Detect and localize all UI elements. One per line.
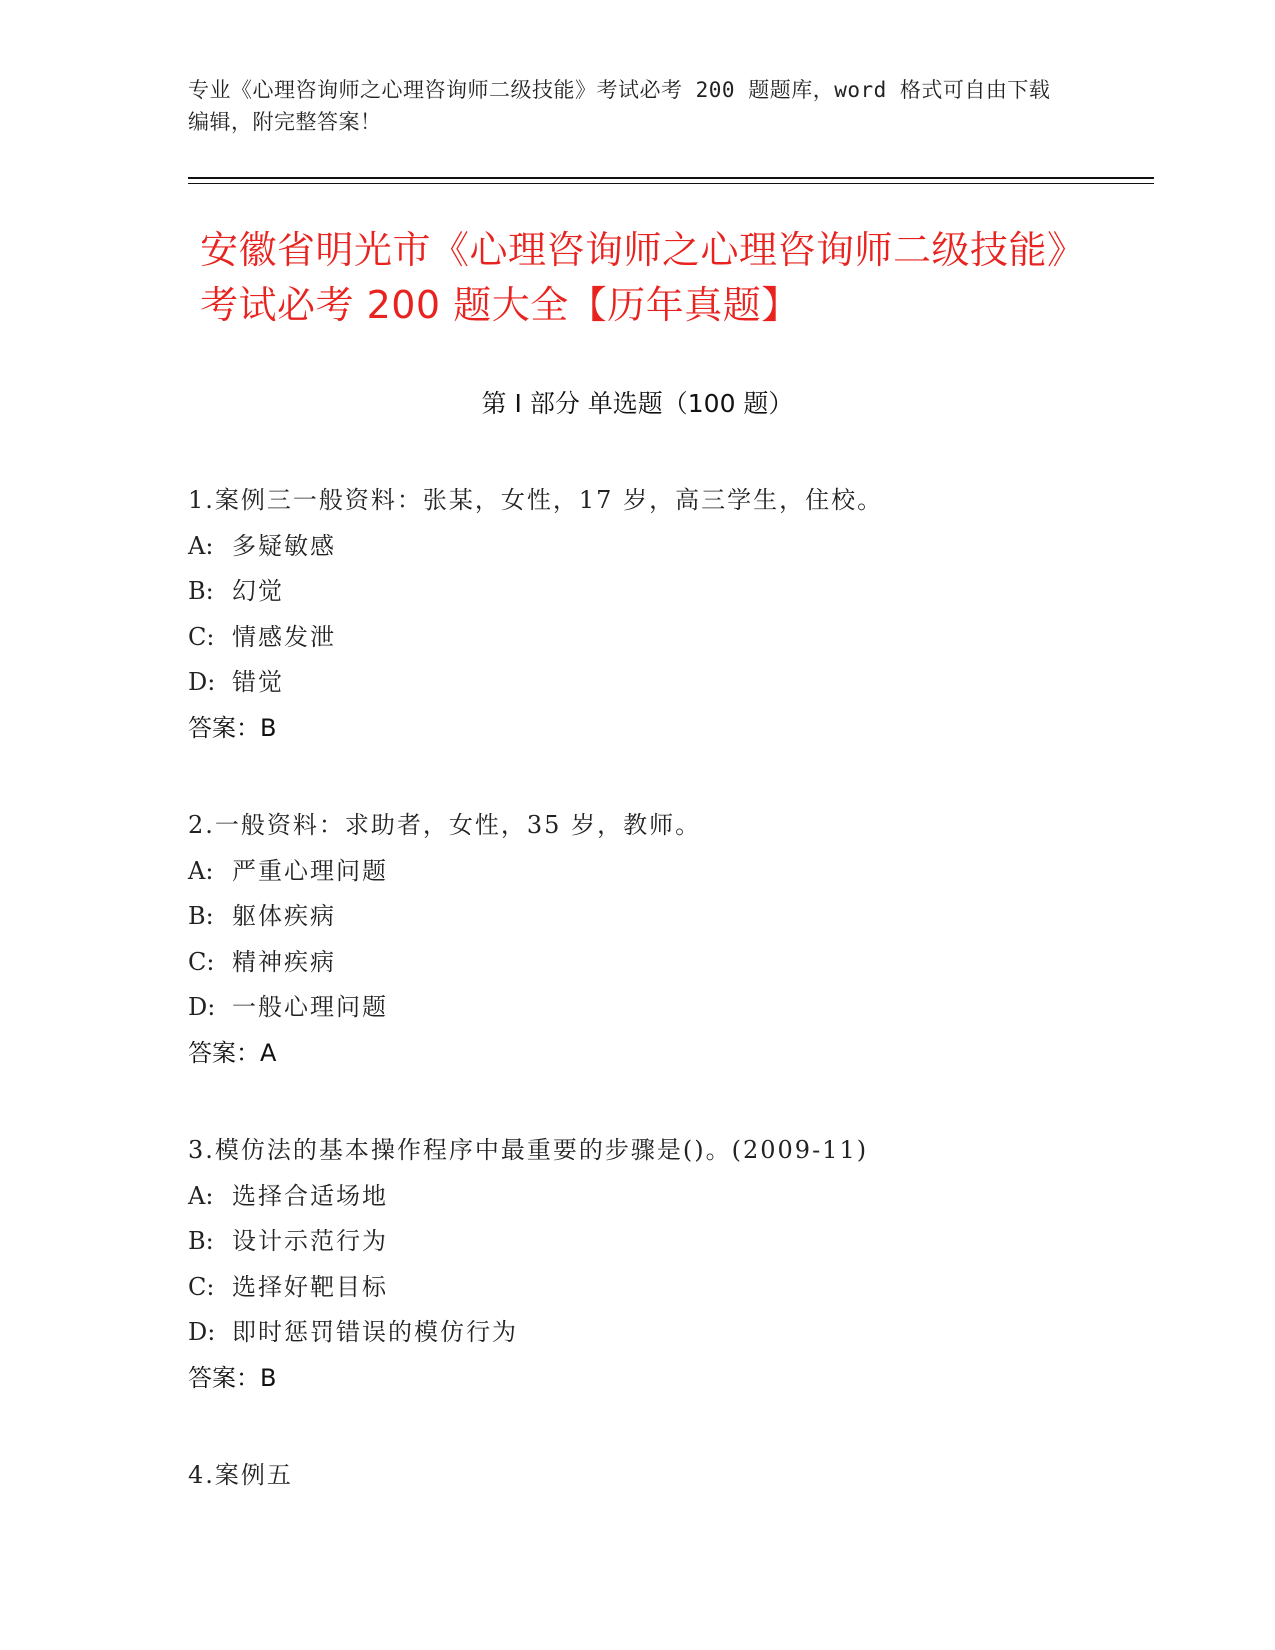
option-text: 一般心理问题 (232, 993, 388, 1021)
option-letter: A: (188, 856, 214, 885)
header-divider-thick (188, 177, 1154, 179)
option-text: 精神疾病 (232, 947, 336, 976)
option-letter: C: (188, 1272, 215, 1301)
header-divider-thin (188, 183, 1154, 184)
answer-line: 答案：B (188, 1363, 277, 1392)
option-b (188, 569, 1148, 615)
option-a (188, 1174, 1148, 1220)
question-list (188, 478, 1148, 1551)
option-text: 多疑敏感 (232, 531, 336, 560)
option-d (188, 985, 1148, 1031)
option-letter: D: (188, 993, 216, 1021)
option-d (188, 1310, 1148, 1356)
header-note: 专业《心理咨询师之心理咨询师二级技能》考试必考 200 题题库，word 格式可自由下载编辑，附完整答案！ (188, 78, 1051, 134)
option-a (188, 524, 1148, 570)
option-b (188, 894, 1148, 940)
option-text: 躯体疾病 (232, 902, 336, 930)
option-text: 选择合适场地 (232, 1181, 388, 1210)
option-c (188, 615, 1148, 661)
option-text: 情感发泄 (232, 622, 336, 651)
question-3 (188, 1128, 1148, 1401)
option-c (188, 1265, 1148, 1311)
option-text: 幻觉 (232, 577, 284, 605)
question-stem: 2.一般资料：求助者，女性，35 岁，教师。 (188, 811, 702, 839)
option-letter: D: (188, 668, 216, 696)
question-stem: 1.案例三一般资料：张某，女性，17 岁，高三学生，住校。 (188, 486, 884, 514)
option-text: 错觉 (232, 668, 284, 696)
option-text: 选择好靶目标 (232, 1272, 388, 1301)
option-c (188, 940, 1148, 986)
question-stem: 4.案例五 (188, 1461, 293, 1489)
answer-line: 答案：B (188, 713, 277, 742)
option-letter: D: (188, 1318, 216, 1346)
question-2 (188, 803, 1148, 1076)
option-letter: C: (188, 947, 215, 976)
option-b (188, 1219, 1148, 1265)
option-letter: B: (188, 1227, 214, 1255)
question-1 (188, 478, 1148, 751)
option-letter: C: (188, 622, 215, 651)
answer-line: 答案：A (188, 1038, 277, 1067)
option-text: 设计示范行为 (232, 1227, 388, 1255)
option-text: 即时惩罚错误的模仿行为 (232, 1318, 518, 1346)
section-heading: 第 I 部分 单选题（100 题） (481, 389, 794, 418)
option-a (188, 849, 1148, 895)
option-d (188, 660, 1148, 706)
document-title: 安徽省明光市《心理咨询师之心理咨询师二级技能》考试必考 200 题大全【历年真题】 (200, 228, 1067, 327)
question-stem: 3.模仿法的基本操作程序中最重要的步骤是()。(2009-11) (188, 1136, 869, 1164)
option-letter: B: (188, 902, 214, 930)
option-letter: A: (188, 531, 214, 560)
question-4 (188, 1453, 1148, 1499)
option-text: 严重心理问题 (232, 856, 388, 885)
option-letter: A: (188, 1181, 214, 1210)
option-letter: B: (188, 577, 214, 605)
